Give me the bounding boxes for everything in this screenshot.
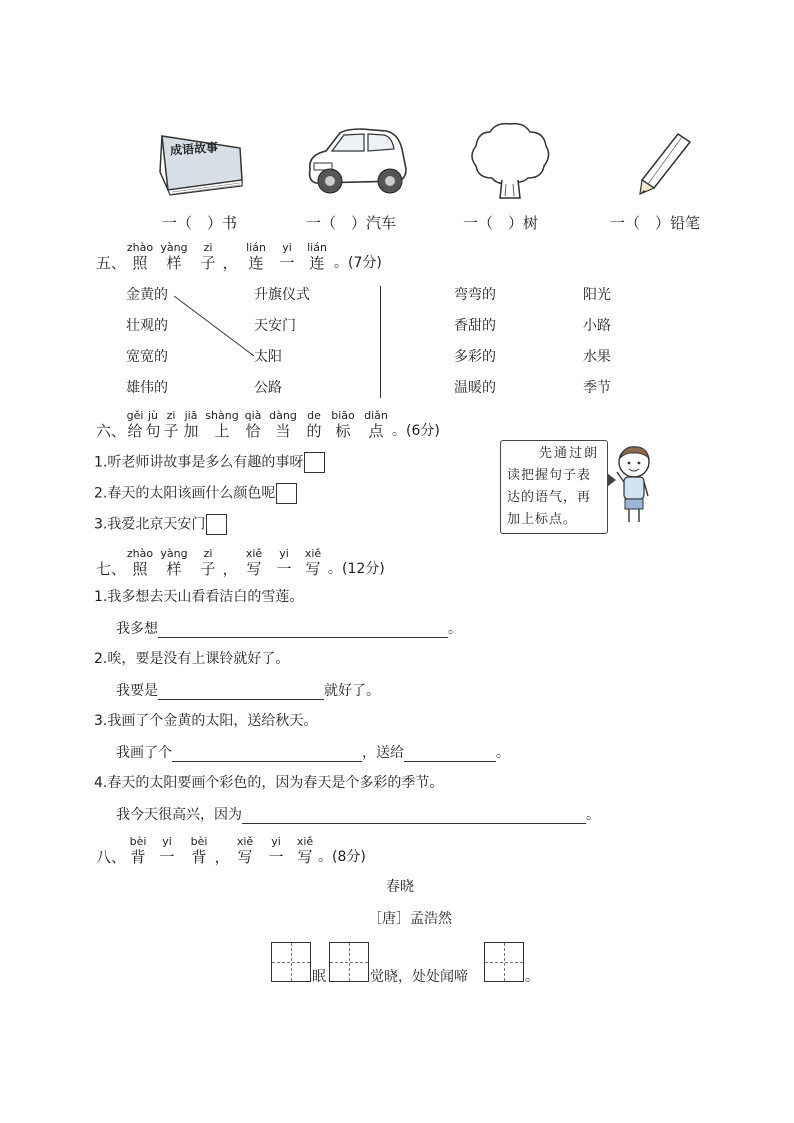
punct-box[interactable] — [206, 514, 227, 535]
match-left-col1-1[interactable]: 壮观的 — [126, 318, 168, 334]
child-icon — [612, 444, 656, 528]
q7-1-text: 1.我多想去天山看看洁白的雪莲。 — [94, 589, 304, 605]
poem-text-2: 觉晓，处处闻啼 — [370, 969, 468, 985]
tip-box: 先通过朗 读把握句子表 达的语气，再 加上标点。 — [500, 440, 608, 534]
answer-line[interactable] — [242, 808, 586, 824]
punct-box[interactable] — [304, 452, 325, 473]
q7-4-text: 4.春天的太阳要画个彩色的，因为春天是个多彩的季节。 — [94, 775, 444, 791]
match-left-col2-2[interactable]: 太阳 — [254, 349, 282, 365]
tree-icon — [468, 120, 552, 200]
book-cover-label: 成语故事 — [169, 140, 219, 158]
match-right-col2-0[interactable]: 阳光 — [583, 287, 611, 303]
measure-word-tree: 一（ ）树 — [463, 214, 539, 232]
match-right-col1-1[interactable]: 香甜的 — [454, 318, 496, 334]
match-right-col1-0[interactable]: 弯弯的 — [454, 287, 496, 303]
match-left-col2-3[interactable]: 公路 — [254, 380, 282, 396]
car-icon — [302, 125, 412, 197]
match-left-col1-0[interactable]: 金黄的 — [126, 287, 168, 303]
poem-char-box-1[interactable] — [271, 942, 311, 982]
section5-title: 五、 zhào 照 yàng 样 zi 子 ， lián 连 yi 一 lián 连 。(7分) — [96, 241, 382, 272]
match-left-col1-2[interactable]: 宽宽的 — [126, 349, 168, 365]
answer-line[interactable] — [172, 746, 362, 762]
q7-3-text: 3.我画了个金黄的太阳，送给秋天。 — [94, 713, 318, 729]
match-right-col1-2[interactable]: 多彩的 — [454, 349, 496, 365]
poem-text-1: 眠 — [312, 969, 326, 985]
punct-item-1: 1.听老师讲故事是多么有趣的事呀 — [94, 452, 325, 473]
poem-title: 春晓 — [386, 879, 414, 895]
punct-item-3: 3.我爱北京天安门 — [94, 514, 227, 535]
poem-char-box-2[interactable] — [329, 942, 369, 982]
book-icon — [150, 128, 250, 196]
poem-text-end: 。 — [525, 969, 539, 985]
example-match-line — [170, 290, 260, 360]
q7-2-answer: 我要是 就好了。 — [116, 683, 380, 699]
section8-title: 八、 bèi 背 yi 一 bèi 背 ， xiě 写 yi 一 xiě 写 。(8分) — [96, 835, 366, 866]
section7-title: 七、 zhào 照 yàng 样 zi 子 ， xiě 写 yi 一 xiě 写 。(12分) — [96, 547, 385, 578]
column-divider — [380, 286, 381, 398]
punct-box[interactable] — [276, 483, 297, 504]
match-right-col2-1[interactable]: 小路 — [583, 318, 611, 334]
punct-item-2: 2.春天的太阳该画什么颜色呢 — [94, 483, 297, 504]
match-right-col2-2[interactable]: 水果 — [583, 349, 611, 365]
match-right-col2-3[interactable]: 季节 — [583, 380, 611, 396]
blank[interactable]: 一（ ） — [610, 214, 671, 232]
match-left-col2-1[interactable]: 天安门 — [254, 318, 296, 334]
measure-word-car: 一（ ）汽车 — [306, 214, 397, 232]
blank[interactable]: 一（ ） — [306, 214, 367, 232]
answer-line[interactable] — [404, 746, 496, 762]
pencil-icon — [636, 130, 696, 196]
q7-3-answer: 我画了个 ，送给 。 — [116, 745, 510, 761]
poem-char-box-3[interactable] — [484, 942, 524, 982]
q7-4-answer: 我今天很高兴，因为 。 — [116, 807, 600, 823]
poem-author: ［唐］孟浩然 — [368, 911, 452, 927]
match-left-col1-3[interactable]: 雄伟的 — [126, 380, 168, 396]
blank[interactable]: 一（ ） — [463, 214, 524, 232]
q7-1-answer: 我多想 。 — [116, 621, 462, 637]
match-right-col1-3[interactable]: 温暖的 — [454, 380, 496, 396]
answer-line[interactable] — [158, 622, 448, 638]
measure-word-book: 一（ ）书 — [162, 214, 238, 232]
section6-title: 六、 gěi 给 jù 句 zi 子 jiā 加 shàng 上 qià 恰 dàng 当 de 的 biāo 标 diǎn 点 。(6分) — [96, 409, 440, 440]
q7-2-text: 2.唉，要是没有上课铃就好了。 — [94, 651, 290, 667]
blank[interactable]: 一（ ） — [162, 214, 223, 232]
measure-word-pencil: 一（ ）铅笔 — [610, 214, 701, 232]
answer-line[interactable] — [158, 684, 324, 700]
match-left-col2-0[interactable]: 升旗仪式 — [254, 287, 310, 303]
